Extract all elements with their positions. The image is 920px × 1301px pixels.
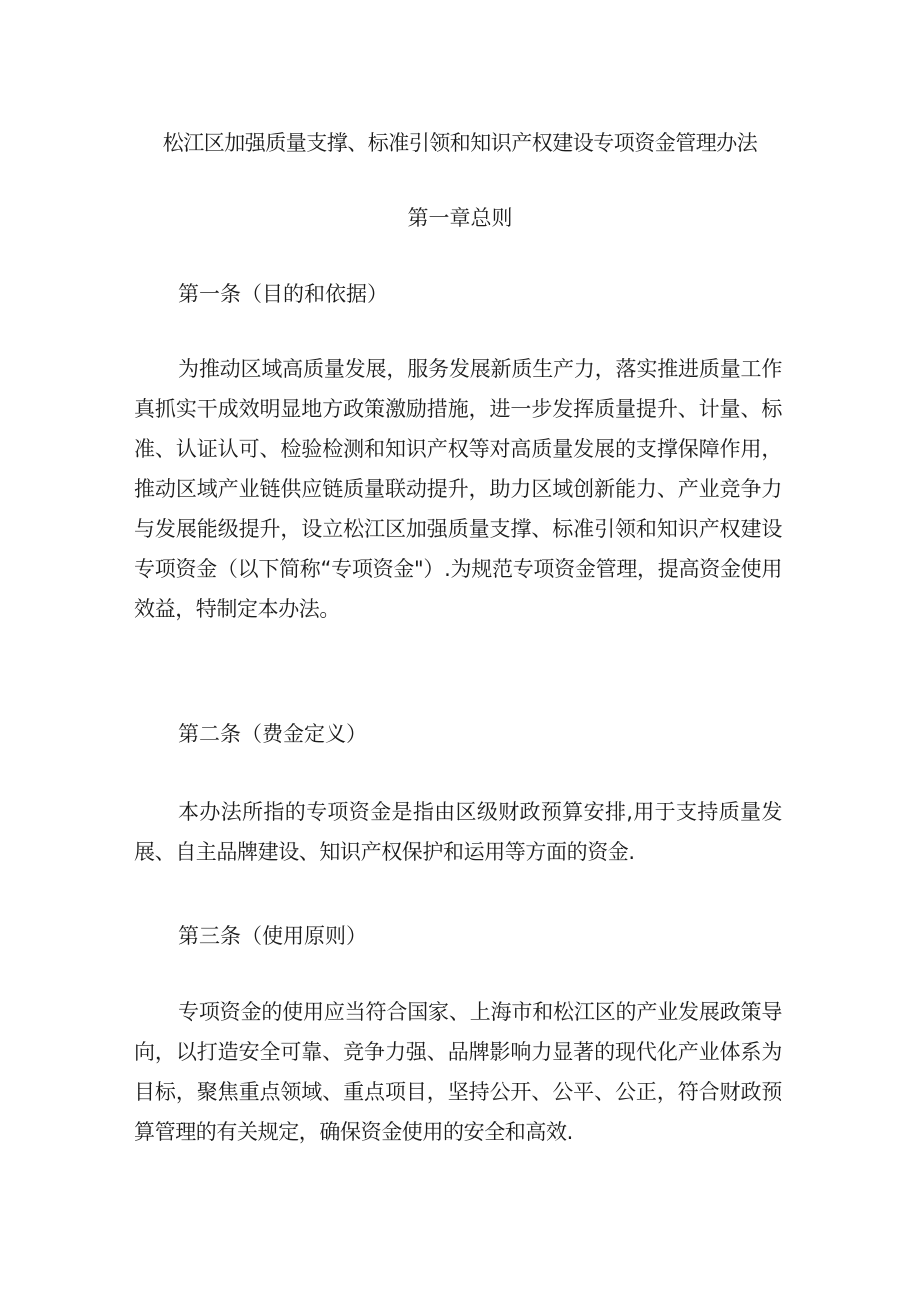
article-1-body: 为推动区域高质量发展，服务发展新质生产力，落实推进质量工作真抓实干成效明显地方政策激励措施，进一步发挥质量提升、计量、标准、认证认可、检验检测和知识产权等对高质量发展的支撑保障作用，推动区域产业链供应链质量联动提升，助力区域创新能力、产业竞争力与发展能级提升，设立松江区加强质量支撑、标准引领和知识产权建设专项资金（以下简称“专项资金"）.为规范专项资金管理，提高资金使用效益，特制定本办法。 (134, 357, 782, 621)
article-2-body: 本办法所指的专项资金是指由区级财政预算安排,用于支持质量发展、自主品牌建设、知识产权保护和运用等方面的资金. (134, 800, 782, 864)
article-1-heading: 第一条（目的和依据） (178, 282, 388, 306)
chapter-heading: 第一章总则 (407, 206, 513, 230)
article-3-heading: 第三条（使用原则） (178, 924, 367, 948)
document-title: 松江区加强质量支撑、标准引领和知识产权建设专项资金管理办法 (162, 131, 758, 155)
article-3-body: 专项资金的使用应当符合国家、上海市和松江区的产业发展政策导向，以打造安全可靠、竞争力强、品牌影响力显著的现代化产业体系为目标，聚焦重点领域、重点项目，坚持公开、公平、公正，符合财政预算管理的有关规定，确保资金使用的安全和高效. (134, 1000, 782, 1144)
article-2-heading: 第二条（费金定义） (178, 722, 367, 746)
